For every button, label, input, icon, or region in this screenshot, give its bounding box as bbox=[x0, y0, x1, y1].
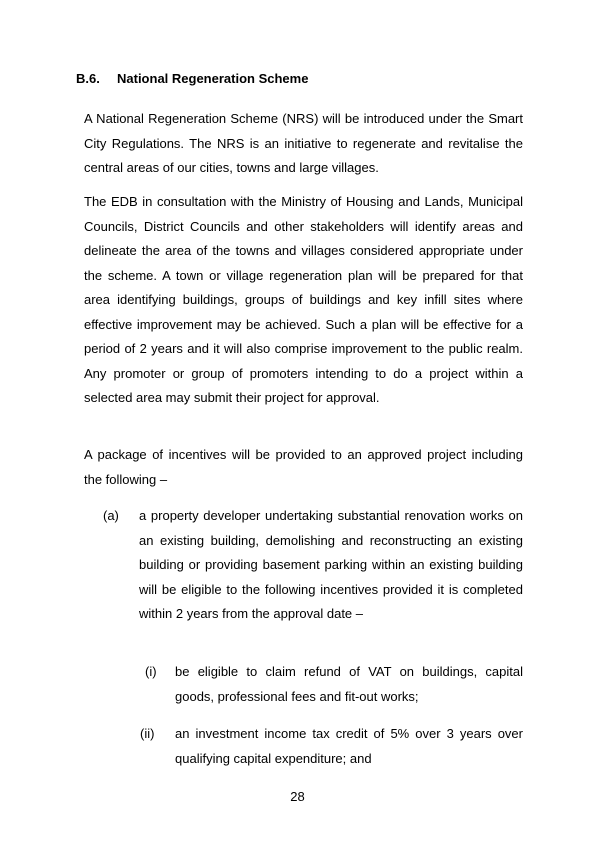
paragraph-incentives-intro: A package of incentives will be provided to an approved project including the following – bbox=[84, 447, 523, 487]
list-item-a-text: a property developer undertaking substantial renovation works on an existing building, demolishing and reconstructing an existing building or providing basement parking within an existing building will be eligible to the following incentives provided it is completed within 2 years from the approval date – bbox=[139, 508, 523, 621]
list-item-ii-text: an investment income tax credit of 5% over 3 years over qualifying capital expenditure; and bbox=[175, 726, 523, 766]
paragraph-intro: A National Regeneration Scheme (NRS) will be introduced under the Smart City Regulations. The NRS is an initiative to regenerate and revitalise the central areas of our cities, towns and large villages. bbox=[84, 111, 523, 175]
list-item-i-label: (i) bbox=[145, 664, 157, 679]
section-heading bbox=[76, 71, 308, 86]
section-number: B.6. bbox=[76, 71, 100, 86]
list-item-a-label: (a) bbox=[103, 508, 119, 523]
paragraph-edb-consultation: The EDB in consultation with the Ministry of Housing and Lands, Municipal Councils, District Councils and other stakeholders will identify areas and delineate the area of the towns and villages considered appropriate under the scheme. A town or village regeneration plan will be prepared for that area identifying buildings, groups of buildings and key infill sites where effective improvement may be achieved. Such a plan will be effective for a period of 2 years and it will also comprise improvement to the public realm. Any promoter or group of promoters intending to do a project within a selected area may submit their project for approval. bbox=[84, 194, 523, 405]
list-item-ii-label: (ii) bbox=[140, 726, 155, 741]
page-number: 28 bbox=[290, 789, 305, 804]
section-title: National Regeneration Scheme bbox=[117, 71, 309, 86]
list-item-i-text: be eligible to claim refund of VAT on buildings, capital goods, professional fees and fit-out works; bbox=[175, 664, 523, 704]
